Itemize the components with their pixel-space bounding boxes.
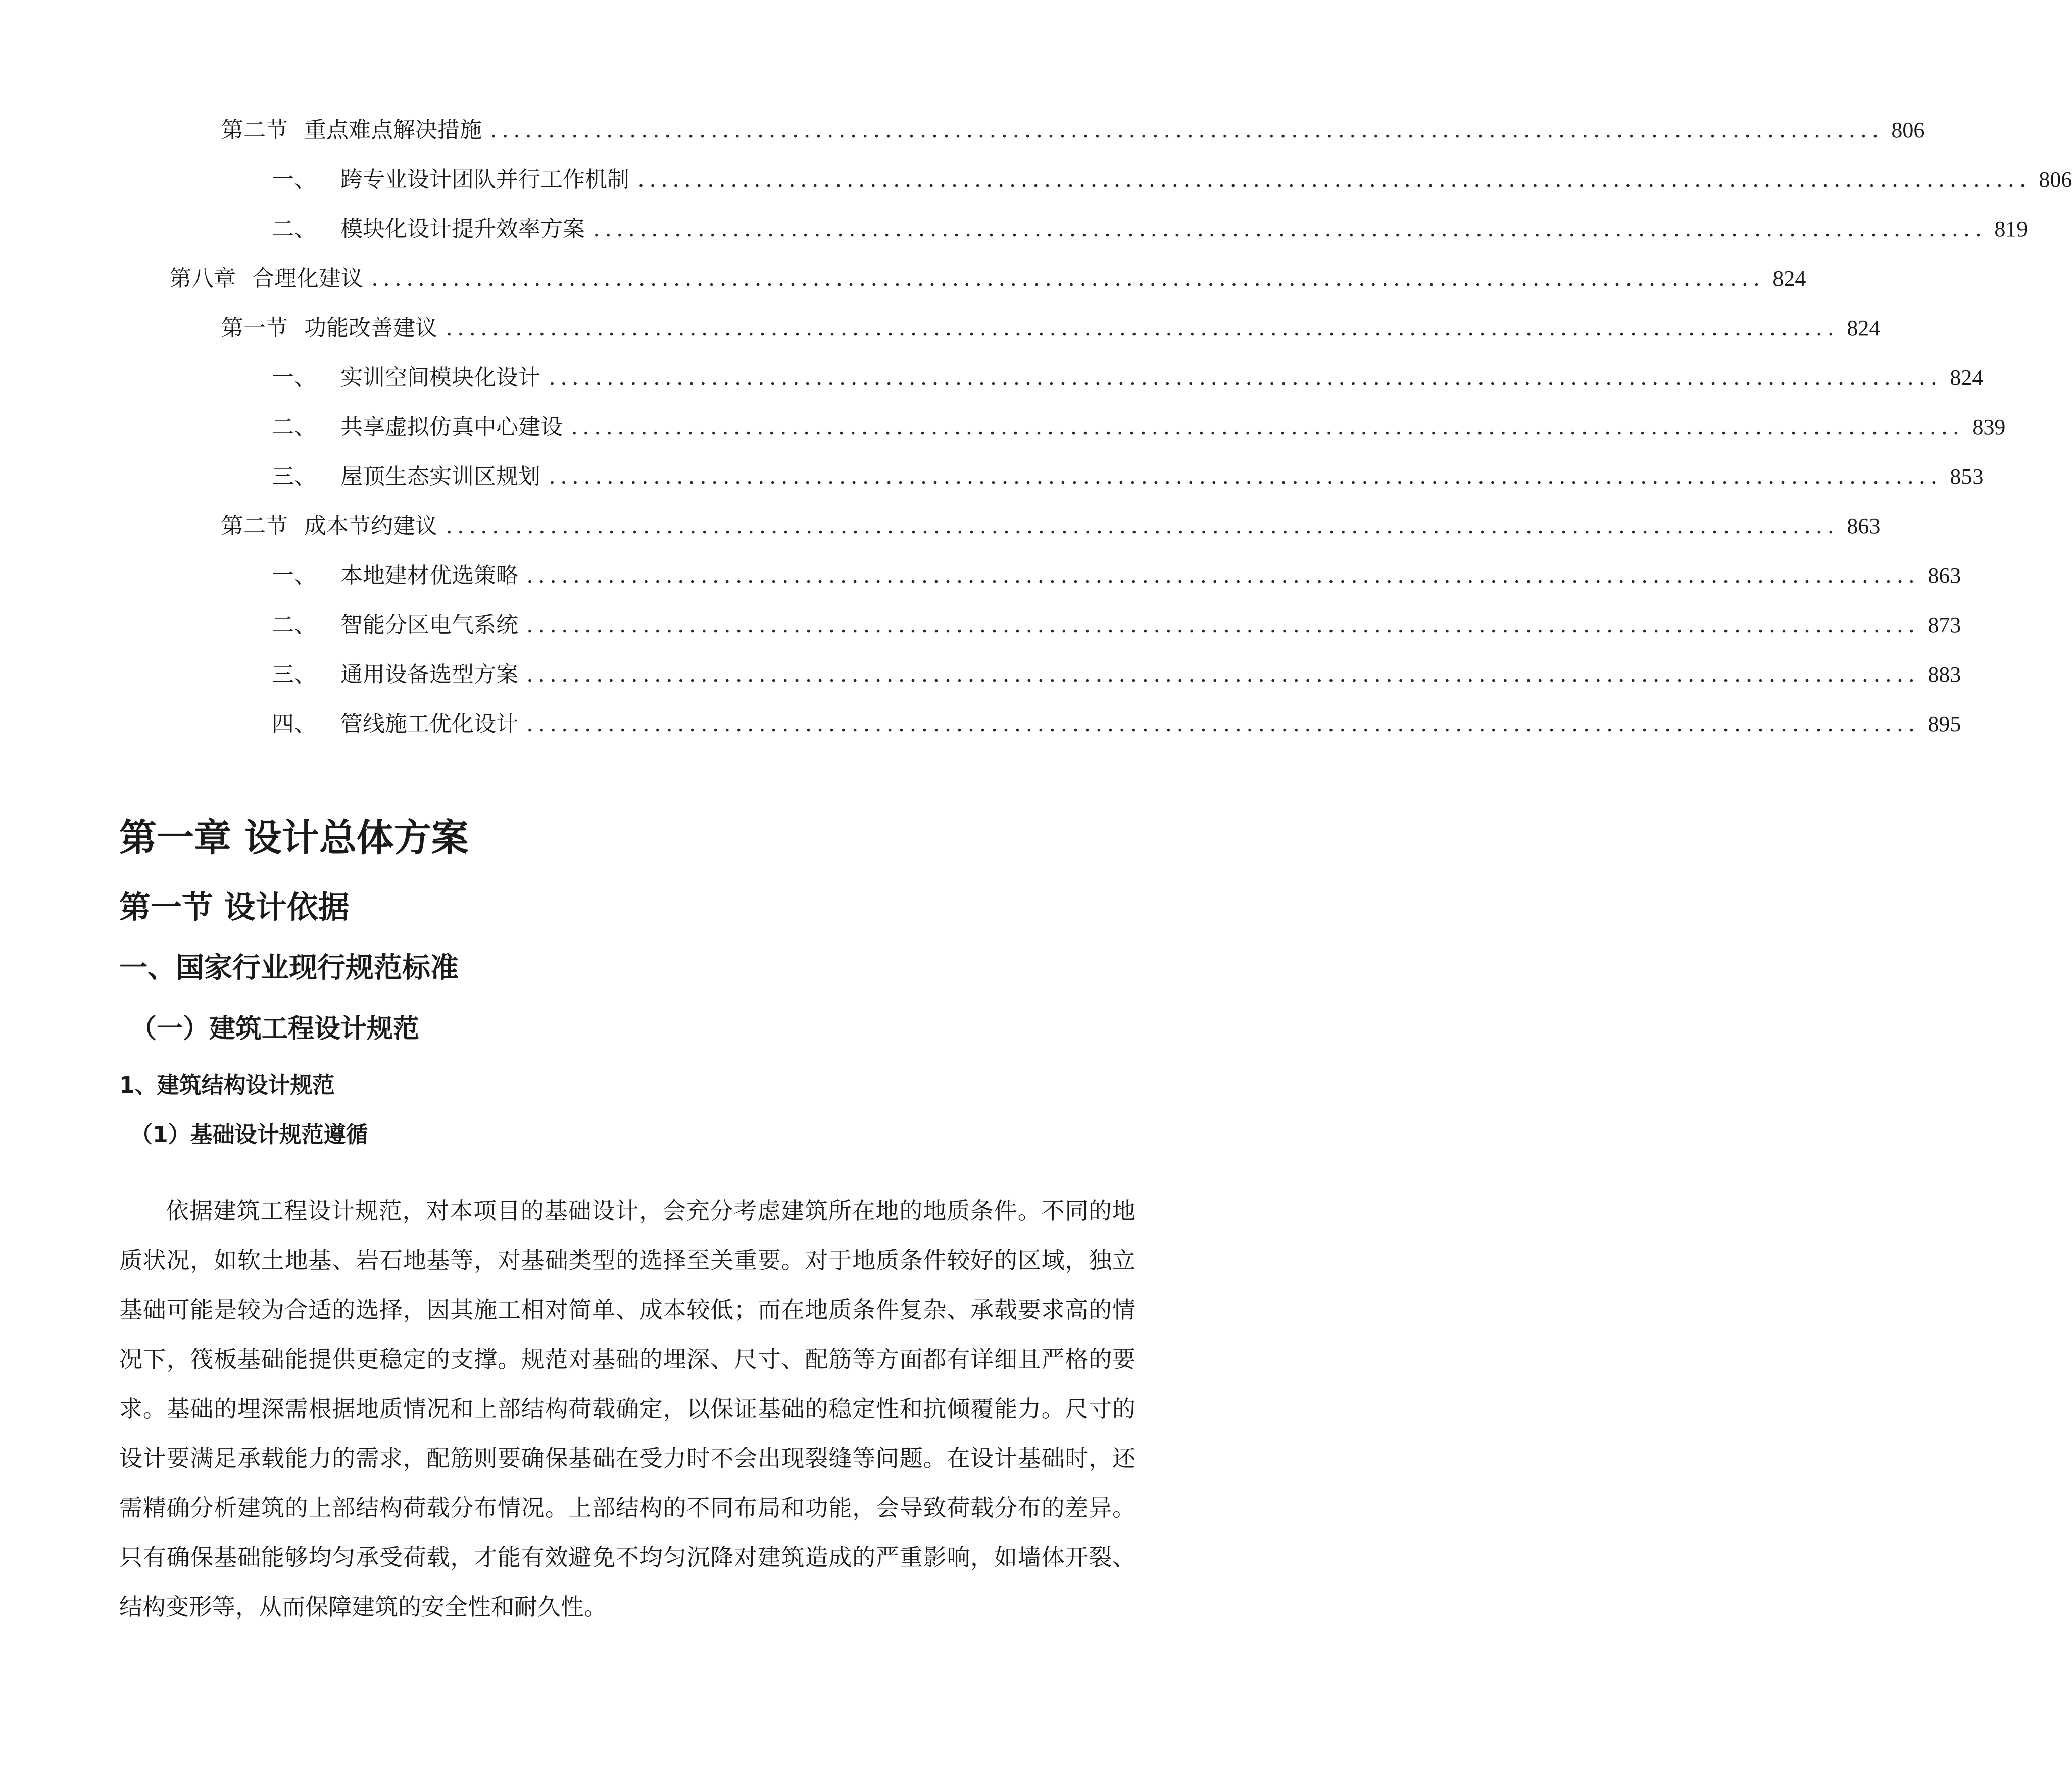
toc-leader-dots: ........................................................................................................................ <box>371 266 1765 291</box>
toc-entry[interactable] <box>221 508 1881 545</box>
toc-entry-number: 二、 <box>272 414 316 440</box>
toc-entry[interactable] <box>272 558 1961 594</box>
toc-entry-number: 四、 <box>272 711 316 737</box>
toc-entry-number: 第八章 <box>169 266 236 291</box>
toc-entry-title: 成本节约建议 <box>304 513 437 539</box>
toc-entry-number: 三、 <box>272 662 316 687</box>
toc-leader-dots: ........................................................................................................................ <box>490 117 1884 143</box>
toc-entry-number: 第一节 <box>221 315 288 341</box>
toc-leader-dots: ........................................................................................................................ <box>446 315 1839 341</box>
toc-entry-title: 管线施工优化设计 <box>340 711 518 737</box>
toc-leader-dots: ........................................................................................................................ <box>549 464 1942 489</box>
toc-entry-number: 二、 <box>272 216 316 242</box>
subsubsection-heading: （一）建筑工程设计规范 <box>130 1014 420 1044</box>
toc-entry-page: 806 <box>2039 167 2072 192</box>
toc-leader-dots: ........................................................................................................................ <box>571 414 1964 440</box>
chapter-heading: 第一章 设计总体方案 <box>119 816 469 860</box>
toc-entry-page: 853 <box>1950 464 1984 489</box>
toc-entry-title: 本地建材优选策略 <box>340 563 518 588</box>
toc-entry-page: 824 <box>1772 266 1806 291</box>
toc-entry-number: 一、 <box>272 365 316 390</box>
toc-entry-page: 806 <box>1891 118 1925 142</box>
toc-entry-title: 模块化设计提升效率方案 <box>340 216 585 242</box>
toc-leader-dots: ........................................................................................................................ <box>446 513 1839 539</box>
toc-entry-page: 863 <box>1847 514 1881 538</box>
toc-leader-dots: ........................................................................................................................ <box>637 167 2031 192</box>
toc-entry[interactable] <box>272 657 1961 693</box>
toc-entry[interactable] <box>272 162 2072 198</box>
toc-leader-dots: ........................................................................................................................ <box>526 563 1920 588</box>
toc-entry-page: 824 <box>1847 316 1881 340</box>
toc-entry[interactable] <box>169 261 1806 297</box>
toc-leader-dots: ........................................................................................................................ <box>549 365 1942 390</box>
toc-entry-number: 二、 <box>272 612 316 638</box>
body-paragraph: 依据建筑工程设计规范，对本项目的基础设计，会充分考虑建筑所在地的地质条件。不同的地质状况，如软土地基、岩石地基等，对基础类型的选择至关重要。对于地质条件较好的区域，独立基础可能是较为合适的选择，因其施工相对简单、成本较低；而在地质条件复杂、承载要求高的情况下，筏板基础能提供更稳定的支撑。规范对基础的埋深、尺寸、配筋等方面都有详细且严格的要求。基础的埋深需根据地质情况和上部结构荷载确定，以保证基础的稳定性和抗倾覆能力。尺寸的设计要满足承载能力的需求，配筋则要确保基础在受力时不会出现裂缝等问题。在设计基础时，还需精确分析建筑的上部结构荷载分布情况。上部结构的不同布局和功能，会导致荷载分布的差异。只有确保基础能够均匀承受荷载，才能有效避免不均匀沉降对建筑造成的严重影响，如墙体开裂、结构变形等，从而保障建筑的安全性和耐久性。 <box>119 1197 1136 1620</box>
subsection-heading: 一、国家行业现行规范标准 <box>119 952 459 985</box>
toc-leader-dots: ........................................................................................................................ <box>526 612 1920 638</box>
toc-entry-number: 一、 <box>272 167 316 192</box>
toc-entry-title: 通用设备选型方案 <box>340 662 518 687</box>
toc-entry-page: 839 <box>1972 415 2006 439</box>
toc-entry[interactable] <box>221 112 1925 149</box>
toc-leader-dots: ........................................................................................................................ <box>526 662 1920 687</box>
toc-entry-title: 共享虚拟仿真中心建设 <box>340 414 563 440</box>
toc-entry-page: 863 <box>1928 563 1961 588</box>
item-heading: 1、建筑结构设计规范 <box>119 1072 335 1098</box>
toc-entry-page: 883 <box>1928 662 1961 687</box>
toc-entry[interactable] <box>272 459 1984 495</box>
toc-entry-page: 824 <box>1950 365 1984 390</box>
toc-entry-page: 895 <box>1928 712 1961 736</box>
toc-entry-number: 三、 <box>272 464 316 489</box>
toc-entry[interactable] <box>221 310 1881 347</box>
toc-entry-title: 屋顶生态实训区规划 <box>340 464 540 489</box>
toc-entry[interactable] <box>272 706 1961 743</box>
toc-entry-number: 一、 <box>272 563 316 588</box>
toc-entry[interactable] <box>272 409 2006 446</box>
toc-entry-title: 重点难点解决措施 <box>304 117 482 143</box>
section-heading: 第一节 设计依据 <box>119 889 350 925</box>
toc-entry-page: 873 <box>1928 613 1961 637</box>
toc-leader-dots: ........................................................................................................................ <box>526 711 1920 737</box>
toc-entry-number: 第二节 <box>221 117 288 143</box>
toc-entry-title: 功能改善建议 <box>304 315 437 341</box>
subitem-heading: （1）基础设计规范遵循 <box>130 1122 368 1148</box>
toc-leader-dots: ........................................................................................................................ <box>593 216 1987 242</box>
toc-entry-title: 实训空间模块化设计 <box>340 365 540 390</box>
toc-entry[interactable] <box>272 607 1961 644</box>
toc-entry-number: 第二节 <box>221 513 288 539</box>
toc-entry-page: 819 <box>1994 217 2028 241</box>
toc-entry-title: 合理化建议 <box>252 266 363 291</box>
toc-entry[interactable] <box>272 211 2028 248</box>
toc-entry-title: 智能分区电气系统 <box>340 612 518 638</box>
toc-entry[interactable] <box>272 360 1984 396</box>
toc-entry-title: 跨专业设计团队并行工作机制 <box>340 167 629 192</box>
